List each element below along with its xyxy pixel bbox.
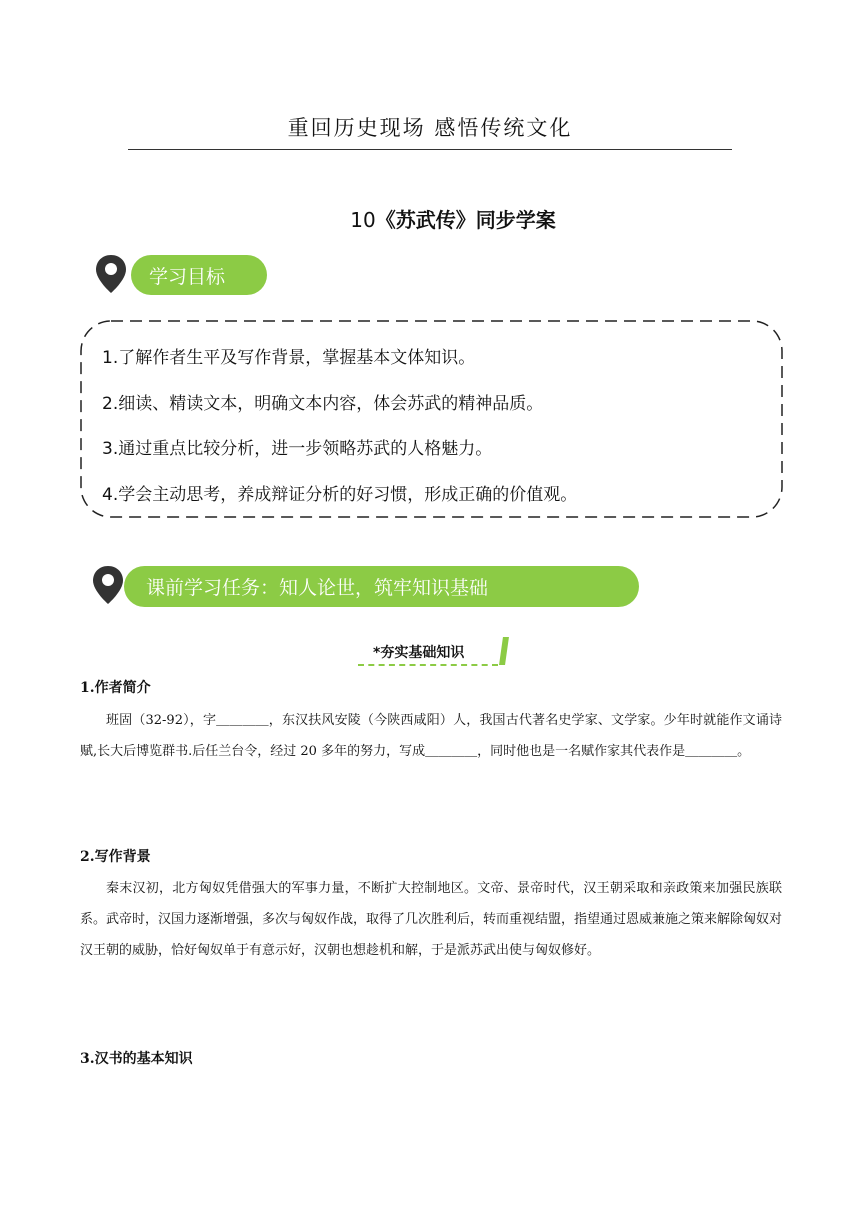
- objective-number: 1.: [102, 348, 119, 368]
- document-title: [0, 204, 860, 233]
- task-section-label-text: 课前学习任务：知人论世，筑牢知识基础: [146, 577, 489, 599]
- header-title: 重回历史现场 感悟传统文化: [287, 116, 573, 140]
- section-body-author: 班固（32-92），字＿＿＿＿，东汉扶风安陵（今陕西咸阳）人，我国古代著名史学家、文学家。少年时就能作文诵诗赋,长大后博览群书.后任兰台令，经过 20 多年的努力，写成＿＿＿＿，同时他也是一名赋作家其代表作是＿＿＿＿。: [80, 713, 782, 759]
- objectives-section-label: [131, 255, 267, 295]
- map-pin-icon: [94, 254, 128, 294]
- objective-item: [102, 433, 577, 479]
- objective-text: 了解作者生平及写作背景，掌握基本文体知识。: [118, 348, 476, 368]
- document-number: 10: [350, 208, 376, 232]
- objective-number: 2.: [102, 393, 119, 414]
- section-heading-background: 2.写作背景: [80, 849, 151, 865]
- section-heading-hanshu: 3.汉书的基本知识: [80, 1051, 193, 1067]
- objective-number: 4.: [102, 484, 119, 505]
- objectives-box: [80, 320, 783, 518]
- document-title-text: 《苏武传》同步学案: [375, 208, 556, 232]
- objective-item: [102, 479, 577, 525]
- objective-text: 细读、精读文本，明确文本内容，体会苏武的精神品质。: [118, 393, 544, 414]
- objectives-section-label-text: 学习目标: [149, 265, 226, 288]
- section-heading-author: 1.作者简介: [80, 680, 151, 696]
- objective-item: [102, 342, 577, 388]
- objective-text: 学会主动思考，养成辩证分析的好习惯，形成正确的价值观。: [118, 484, 578, 505]
- header-rule: [128, 149, 732, 150]
- task-section-label: [124, 566, 639, 607]
- subheading-accent-bar: [499, 637, 509, 665]
- objective-item: [102, 388, 577, 434]
- map-pin-icon: [91, 565, 125, 605]
- subheading-underline: [358, 664, 498, 666]
- objective-number: 3.: [102, 439, 119, 459]
- subheading-text: *夯实基础知识: [373, 645, 465, 661]
- section-body-background: 秦末汉初，北方匈奴凭借强大的军事力量，不断扩大控制地区。文帝、景帝时代，汉王朝采取和亲政策来加强民族联系。武帝时，汉国力逐渐增强，多次与匈奴作战，取得了几次胜利后，转而重视结盟，指望通过恩威兼施之策来解除匈奴对汉王朝的威胁，恰好匈奴单于有意示好，汉朝也想趁机和解，于是派苏武出使与匈奴修好。: [80, 881, 783, 958]
- objective-text: 通过重点比较分析，进一步领略苏武的人格魅力。: [118, 439, 493, 459]
- subheading: [356, 636, 516, 668]
- objectives-list: [102, 342, 577, 524]
